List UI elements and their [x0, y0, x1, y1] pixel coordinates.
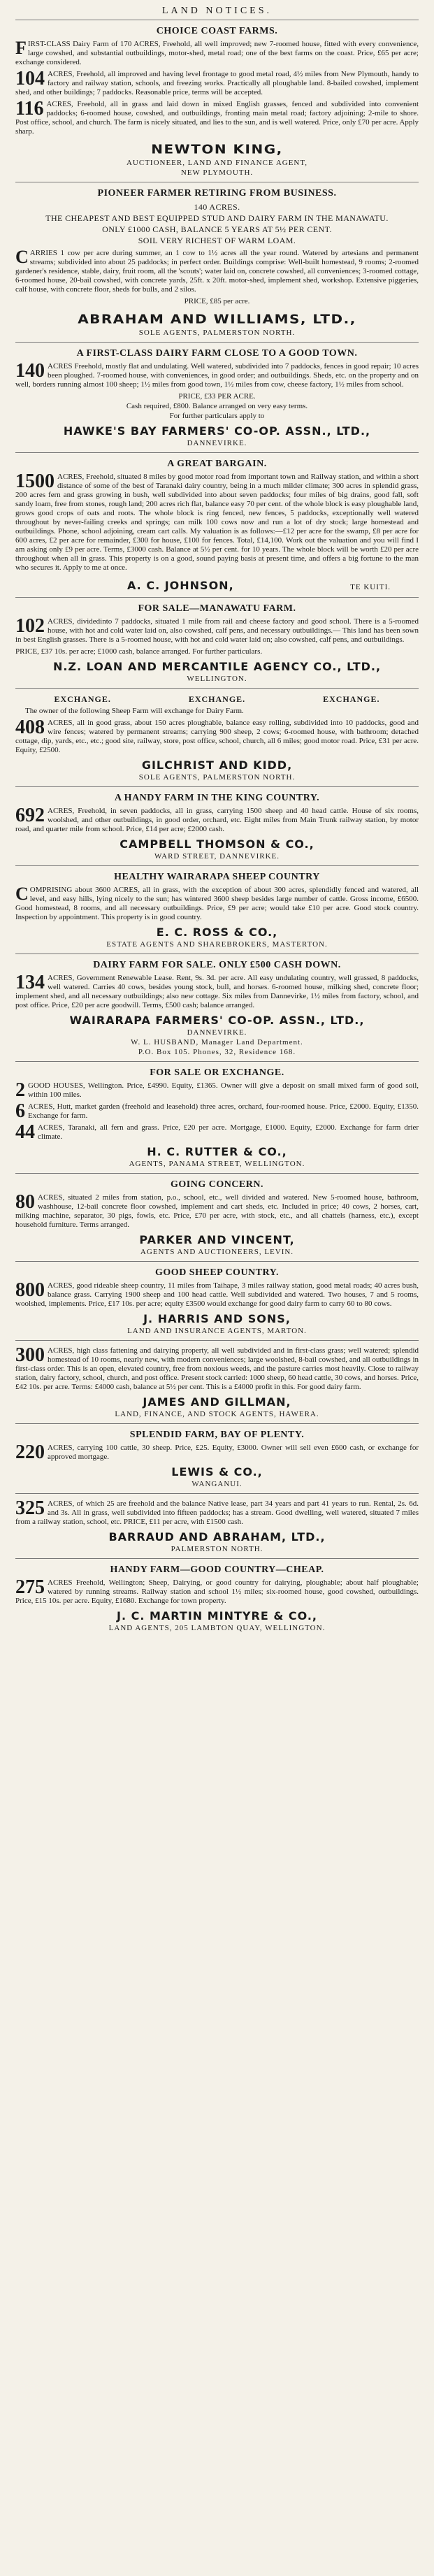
lot-text: ACRES, Freehold, all in grass and laid down in mixed English grasses, fenced and subdivided into convenient paddocks; 6-roomed house, cowshed, and outbuildings, fronting main metal road; factory adjoining; 2-mile to shore. Post office, school, and church. The farm is nicely situated, and lies to the sun, and is well watered. Price, only £70 per acre. Apply sharp. [15, 100, 419, 136]
price-line: PRICE, £37 10s. per acre; £1000 cash, balance arranged. For further particulars. [15, 647, 263, 656]
lot-listing [15, 70, 419, 97]
acreage-number: 1500 [15, 470, 55, 492]
lot-text: ACRES, high class fattening and dairying property, all well subdivided and in first-class grass; well watered; splendid homestead of 10 rooms, nearly new, with modern conveniences; large woolshed, 8-bail cowshed, and all outbuildings in first-class order. This is an open, elevated country, free from noxious weeds, and the pasture carries most heavily. Close to railway station, dairy factory, school, church, and post office. Present stock carried: 1000 sheep, 60 head cattle, 30 cows, and horses. Price, £42 10s. per acre. Terms: £4000 cash, balance at 5½ per cent. This is a £4000 profit in this. For good dairy farm. [15, 1346, 419, 1391]
lot-listing [15, 1281, 419, 1309]
acreage-number: 220 [15, 1441, 45, 1463]
agent-line: AGENTS AND AUCTIONEERS, LEVIN. [140, 1248, 294, 1256]
acreage-number: 325 [15, 1497, 45, 1519]
agent-line: P.O. Box 105. Phones, 32, Residence 168. [138, 1048, 296, 1056]
lot-text: IRST-CLASS Dairy Farm of 170 ACRES, Freehold, all well improved; new 7-roomed house, fitted with every convenience, large cowshed, and substantial outbuildings, motor-shed, metal road; one of the best farms on the coast. Price, £65 per acre; exchange considered. [15, 40, 419, 66]
ad-martin-mintyre [15, 1558, 419, 1637]
ad-intro: The owner of the following Sheep Farm will exchange for Dairy Farm. [25, 707, 244, 715]
lot-listing [15, 40, 419, 67]
ad-heading: A HANDY FARM IN THE KING COUNTRY. [114, 793, 320, 803]
ad-james-gillman [15, 1340, 419, 1423]
agent-name: A. C. JOHNSON, [127, 579, 234, 592]
lot-text: ACRES Freehold, Wellington; Sheep, Dairying, or good country for dairying, ploughable; about half ploughable; watered by running streams. Railway station and school 1½ miles; six-roomed house, good cowshed, outbuildings. Price, £15 10s. per acre. Equity, £1680. Exchange for town property. [15, 1578, 419, 1605]
lot-listing [15, 719, 419, 755]
ad-abraham-williams [15, 182, 419, 342]
acreage-number: 6 [15, 1100, 25, 1122]
ad-newton-king [15, 20, 419, 182]
lot-text: ACRES, situated 2 miles from station, p.o., school, etc., well divided and watered. New 5-roomed house, bathroom, washhouse, 12-bail concrete floor cowshed, implement and cart sheds, etc. Included in price; 40 cows, 2 horses, cart, milking machine, separator, 30 pigs, fowls, etc. Price, £70 per acre, with stock, etc., and all chattels (harness, etc.), except household furniture. Terms arranged. [15, 1193, 419, 1229]
agent-name: WAIRARAPA FARMERS' CO-OP. ASSN., LTD., [69, 1014, 365, 1027]
lot-listing [15, 617, 419, 645]
agent-name: NEWTON KING, [151, 141, 283, 157]
agent-line: W. L. HUSBAND, Manager Land Department. [131, 1038, 303, 1046]
agent-name: CAMPBELL THOMSON & CO., [120, 837, 314, 851]
lot-listing [15, 886, 419, 922]
ad-nz-loan [15, 597, 419, 688]
lot-text: ACRES Freehold, mostly flat and undulating. Well watered, subdivided into 7 paddocks, fences in good repair; 10 acres been ploughed. 7-roomed house, with conveniences, in good order; and outbuildings. Sheds, etc. on the property and on well, borders running almost 100 sheep; 1½ miles from good town, 1½ miles from cow, cheese factory, 1½ miles from school. [15, 362, 419, 389]
agent-line: DANNEVIRKE. [187, 1028, 247, 1037]
terms-line: For further particulars apply to [169, 412, 265, 420]
acreage-number: 102 [15, 615, 45, 637]
ad-heading: A GREAT BARGAIN. [167, 459, 267, 469]
lot-text: ACRES, Hutt, market garden (freehold and leasehold) three acres, orchard, four-roomed house. Price, £2000. Equity, £1350. Exchange for farm. [28, 1102, 419, 1120]
ad-subheading: SOIL VERY RICHEST OF WARM LOAM. [138, 236, 296, 245]
ad-hc-rutter [15, 1061, 419, 1173]
exchange-heading [15, 694, 419, 705]
agent-name: N.Z. LOAN AND MERCANTILE AGENCY CO., LTD., [52, 660, 382, 673]
agent-name: GILCHRIST AND KIDD, [141, 758, 293, 772]
ad-barraud-abraham [15, 1493, 419, 1558]
ad-parker-vincent [15, 1173, 419, 1261]
lot-listing [15, 1346, 419, 1392]
lot-text: ACRES, carrying 100 cattle, 30 sheep. Price, £25. Equity, £3000. Owner will sell even £600 cash, or exchange for approved mortgage. [48, 1444, 419, 1461]
lot-text: GOOD HOUSES, Wellington. Price, £4990. Equity, £1365. Owner will give a deposit on small mixed farm of good soil, within 100 miles. [28, 1081, 419, 1099]
exchange-word: EXCHANGE. [54, 694, 111, 704]
lot-text: ACRES, all in good grass, about 150 acres ploughable, balance easy rolling, subdivided into 10 paddocks, good and wire fences; watered by permanent streams; carrying 900 sheep, 2 cows; 6-roomed house, with bathroom; detached cottage, dip, yards, etc., etc.; good site, railway, store, post office, school, church, all 6 miles; good motor road. Price, £31 per acre. Equity, £2500. [15, 719, 419, 754]
lot-listing [15, 249, 419, 294]
agent-name: BARRAUD AND ABRAHAM, LTD., [108, 1530, 326, 1544]
lot-listing [15, 1123, 419, 1142]
agent-line: PALMERSTON NORTH. [171, 1545, 263, 1553]
agent-location: TE KUITI. [350, 583, 391, 591]
agent-name: JAMES AND GILLMAN, [143, 1395, 291, 1409]
agent-line: WANGANUI. [191, 1480, 243, 1488]
agent-line: NEW PLYMOUTH. [180, 168, 254, 177]
page-title: LAND NOTICES. [162, 6, 272, 16]
ad-ac-johnson [15, 452, 419, 597]
lot-text: ACRES, Freehold, situated 8 miles by good motor road from important town and Railway station, and within a short distance of some of the best of Taranaki dairy country, being in a much milder climate; 300 acres in splendid grass, 200 acres fern and grass growing in bush, well subdivided into about seven paddocks; four miles of big drains, good fall, soft sandy loam, free from stones, rough land; 200 acres rich flat, balance easy 70 per cent. of the whole block is easy ploughable land, grows good crops of oats and roots. The whole block is ring fenced, new fences, 5 paddocks, exceptionally well watered throughout by never-failing creeks and springs; can milk 100 cows now and run a lot of dry stock; large homestead and outbuildings. Phone, school adjoining, cream cart calls. My valuation is as follows:—£12 per acre for the swamp, £8 per acre for 600 acres, £2 per acre for remainder, £300 for house, £100 for fences. Total, £14,100. Work out the valuation and you will find I am asking only £9 per acre. Terms, £3000 cash. Balance at 5½ per cent. for 10 years. The whole block will be worth £20 per acre throughout when all in grass. This property is on a good, sound paying basis at present time, and offers a big fortune to the man who secures it. Apply to me at once. [15, 473, 419, 572]
agent-line: LAND AGENTS, 205 LAMBTON QUAY, WELLINGTON. [108, 1624, 326, 1632]
acreage-number: 116 [15, 98, 44, 120]
agent-name: E. C. ROSS & CO., [156, 926, 278, 939]
agent-name: PARKER AND VINCENT, [139, 1233, 295, 1246]
ad-subheading: 140 ACRES. [194, 202, 240, 212]
ad-heading: CHOICE COAST FARMS. [156, 26, 278, 36]
agent-line: LAND AND INSURANCE AGENTS, MARTON. [127, 1327, 307, 1335]
agent-line: LAND, FINANCE, AND STOCK AGENTS, HAWERA. [115, 1410, 319, 1418]
lot-listing [15, 470, 419, 573]
ad-heading: GOING CONCERN. [170, 1179, 263, 1190]
acreage-number: 300 [15, 1344, 45, 1366]
ad-heading: FOR SALE—MANAWATU FARM. [138, 603, 296, 614]
lot-text: ACRES, dividedinto 7 paddocks, situated 1 mile from rail and cheese factory and good school. There is a 5-roomed house, with hot and cold water laid on, also cowshed, calf pens, and necessary outbuildings.— This land has been sown in best English grasses. There is a 5-roomed house, with hot and cold water laid on; also cowshed, calf pens, and outbuildings. [15, 617, 419, 644]
acreage-number: 44 [15, 1121, 35, 1143]
ad-lewis [15, 1423, 419, 1493]
price-line: PRICE, £33 PER ACRE. [178, 392, 256, 401]
agent-line: DANNEVIRKE. [187, 439, 247, 447]
lot-text: ACRES, good rideable sheep country, 11 miles from Taihape, 3 miles railway station, good metal roads; 40 acres bush, balance grass. Carrying 1900 sheep and 100 head cattle. Well subdivided and watered. Two houses, 7 and 5 rooms, woolshed, implements. Price, £17 10s. per acre; equity £3500 would exchange for good dairy farm to carry 60 to 80 cows. [15, 1281, 419, 1308]
lot-listing [15, 1193, 419, 1230]
lot-listing [15, 1578, 419, 1606]
acreage-number: 692 [15, 805, 45, 826]
exchange-word: EXCHANGE. [323, 694, 380, 704]
agent-line: SOLE AGENTS, PALMERSTON NORTH. [138, 329, 296, 337]
ad-subheading: THE CHEAPEST AND BEST EQUIPPED STUD AND DAIRY FARM IN THE MANAWATU. [45, 213, 389, 223]
lot-listing [15, 1499, 419, 1527]
agent-name: J. HARRIS AND SONS, [143, 1312, 291, 1325]
agent-name: J. C. MARTIN MINTYRE & CO., [117, 1609, 317, 1622]
acreage-number: 800 [15, 1279, 45, 1301]
ad-heading: FOR SALE OR EXCHANGE. [150, 1067, 284, 1078]
ad-heading: A FIRST-CLASS DAIRY FARM CLOSE TO A GOOD TOWN. [76, 348, 358, 359]
lot-listing [15, 1441, 419, 1463]
ad-heading: HANDY FARM—GOOD COUNTRY—CHEAP. [110, 1564, 324, 1575]
agent-name: HAWKE'S BAY FARMERS' CO-OP. ASSN., LTD., [63, 424, 371, 438]
acreage-number: 134 [15, 972, 45, 993]
terms-line: Cash required, £800. Balance arranged on very easy terms. [126, 402, 308, 410]
agent-line: SOLE AGENTS, PALMERSTON NORTH. [138, 773, 296, 782]
agent-line: ESTATE AGENTS AND SHAREBROKERS, MASTERTON. [106, 940, 328, 949]
agent-line: WELLINGTON. [187, 675, 247, 683]
agent-line: WARD STREET, DANNEVIRKE. [154, 852, 280, 861]
ad-wairarapa-farmers [15, 954, 419, 1061]
agent-name: ABRAHAM AND WILLIAMS, LTD., [78, 311, 356, 326]
ad-ec-ross [15, 865, 419, 954]
drop-cap: C [15, 884, 29, 904]
ad-gilchrist-kidd [15, 688, 419, 786]
agent-line: AUCTIONEER, LAND AND FINANCE AGENT, [126, 159, 308, 167]
lot-text: ACRES, Government Renewable Lease. Rent, 9s. 3d. per acre. All easy undulating country, well grassed, 8 paddocks, well watered. Carries 40 cows, besides young stock, bull, and horses. 6-roomed house, milking shed, concrete floor; implement shed, and all necessary outbuildings; also new cottage. Six miles from Dannevirke, 1½ miles from factory, school, and post office. Price, £20 per acre goodwill. Terms, £500 cash; balance arranged. [15, 974, 419, 1009]
ad-hawkes-bay [15, 342, 419, 452]
ad-heading: HEALTHY WAIRARAPA SHEEP COUNTRY [114, 872, 320, 882]
lot-text: ACRES, Freehold, all improved and having level frontage to good metal road, 4½ miles from New Plymouth, handy to factory and railway station, schools, and freezing works. Practically all ploughable land. 8-bailed cowshed, implement shed, and other buildings; 7 paddocks. Reasonable price, terms will be accepted. [15, 70, 419, 96]
acreage-number: 2 [15, 1079, 25, 1101]
acreage-number: 408 [15, 717, 45, 738]
lot-listing [15, 1102, 419, 1121]
agent-line: AGENTS, PANAMA STREET, WELLINGTON. [129, 1160, 305, 1168]
exchange-word: EXCHANGE. [188, 694, 246, 704]
lot-listing [15, 974, 419, 1010]
lot-text: ARRIES 1 cow per acre during summer, an 1 cow to 1½ acres all the year round. Watered by artesians and permanent streams; subdivided into about 25 paddocks; in perfect order. Buildings comprise: Well-built homestead, 9 rooms; 2-roomed gardener's residence, stable, dairy, fruit room, all the 'scouts'; water laid on, concrete cowshed, all conveniences; 3-roomed cottage, 6-roomed house, 20-bail cowshed, with concrete yards, 25ft. x 20ft. motor-shed, implement shed, workshop. Extensive piggeries, calf house, with concrete floor, sheds for bulls, and 2 silos. [15, 249, 419, 294]
ad-heading: PIONEER FARMER RETIRING FROM BUSINESS. [97, 188, 337, 199]
drop-cap: C [15, 247, 29, 267]
lot-listing [15, 1081, 419, 1100]
acreage-number: 80 [15, 1191, 35, 1213]
price-line: PRICE, £85 per acre. [184, 297, 250, 305]
ad-campbell-thomson [15, 786, 419, 865]
ad-subheading: ONLY £1000 CASH, BALANCE 5 YEARS AT 5½ PER CENT. [102, 224, 332, 234]
lot-text: ACRES, Taranaki, all fern and grass. Price, £20 per acre. Mortgage, £1000. Equity, £2000. Exchange for farm drier climate. [38, 1123, 419, 1141]
lot-text: ACRES, of which 25 are freehold and the balance Native lease, part 34 years and part 41 years to run. Rental, 2s. 6d. and 3s. All in grass, well subdivided into fifteen paddocks; has a stream. Good dwelling, well watered, situated 7 miles from a railway station, school, etc. PRICE, £11 per acre, with £1500 cash. [15, 1499, 419, 1526]
lot-listing [15, 807, 419, 834]
drop-cap: F [15, 38, 27, 58]
acreage-number: 140 [15, 360, 45, 382]
agent-name: H. C. RUTTER & CO., [147, 1145, 287, 1158]
ad-heading: GOOD SHEEP COUNTRY. [155, 1267, 279, 1278]
acreage-number: 275 [15, 1576, 45, 1598]
ad-heading: SPLENDID FARM, BAY OF PLENTY. [129, 1430, 305, 1440]
lot-text: ACRES, Freehold, in seven paddocks, all in grass, carrying 1500 sheep and 40 head cattle. House of six rooms, woolshed, and other outbuildings, in good order, orchard, etc. Eight miles from Main Trunk railway station, by motor road, and quarter mile from school. Price, £14 per acre; £2000 cash. [15, 807, 419, 833]
ad-heading: DAIRY FARM FOR SALE. ONLY £500 CASH DOWN. [93, 960, 341, 970]
agent-row [15, 575, 419, 593]
acreage-number: 104 [15, 68, 45, 89]
ad-j-harris [15, 1261, 419, 1340]
agent-name: LEWIS & CO., [171, 1465, 263, 1478]
lot-listing [15, 100, 419, 136]
lot-listing [15, 362, 419, 389]
lot-text: OMPRISING about 3600 ACRES, all in grass, with the exception of about 300 acres, splendidly fenced and watered, all level, and easy hills, lying nicely to the sun; has wintered 3600 sheep besides large number of cattle. Gross income, £6500. Good homestead, 8 rooms, and all necessary outbuildings. Price, £9 per acre; would take £10 per acre. Good stock country. Inspection by appointment. This property is in good country. [15, 886, 419, 921]
